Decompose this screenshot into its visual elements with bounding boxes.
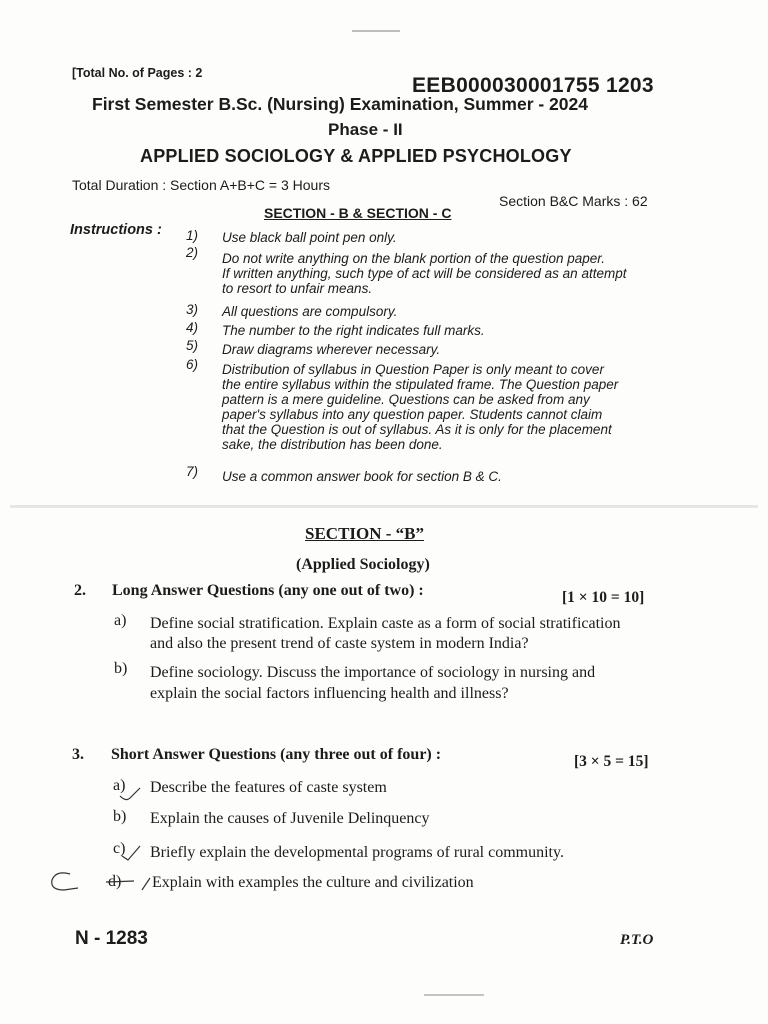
paper-code: EEB000030001755 1203	[412, 74, 654, 97]
option-text: Define sociology. Discuss the importance of sociology in nursing and	[150, 664, 596, 681]
phase: Phase - II	[328, 120, 403, 139]
instruction-text: pattern is a mere guideline. Questions can be asked from any	[222, 392, 590, 407]
question-number: 2.	[74, 582, 86, 599]
pen-circle-mark	[44, 866, 84, 896]
option-label: c)	[113, 840, 126, 857]
instruction-text: that the Question is out of syllabus. As it is only for the placement	[222, 422, 612, 437]
instruction-text: Use a common answer book for section B & C.	[222, 469, 502, 484]
instruction-num: 6)	[186, 357, 199, 372]
question-title: Short Answer Questions (any three out of four) :	[111, 746, 442, 763]
instruction-text: Draw diagrams wherever necessary.	[222, 342, 441, 357]
option-text: Explain the causes of Juvenile Delinquency	[150, 810, 430, 827]
question-marks: [1 × 10 = 10]	[562, 589, 645, 606]
option-text: and also the present trend of caste system in modern India?	[150, 635, 529, 652]
section-heading: SECTION - B & SECTION - C	[264, 205, 452, 221]
instruction-num: 7)	[186, 464, 199, 479]
option-text: Briefly explain the developmental programs of rural community.	[150, 844, 564, 861]
instruction-text: If written anything, such type of act will be considered as an attempt	[222, 266, 627, 281]
question-number: 3.	[72, 746, 84, 763]
section-b-title: SECTION - “B”	[305, 524, 425, 543]
scan-mark-bottom	[424, 994, 484, 996]
pen-tick-mark	[120, 844, 144, 864]
option-label: d)	[108, 873, 122, 890]
subject-title: APPLIED SOCIOLOGY & APPLIED PSYCHOLOGY	[140, 146, 572, 166]
option-label: b)	[114, 660, 128, 677]
page-turn-over: P.T.O	[620, 932, 654, 948]
instruction-text: Do not write anything on the blank portion of the question paper.	[222, 251, 606, 266]
instruction-text: Distribution of syllabus in Question Paper is only meant to cover	[222, 362, 604, 377]
option-text: Explain with examples the culture and civilization	[152, 874, 474, 891]
total-duration: Total Duration : Section A+B+C = 3 Hours	[72, 177, 330, 193]
instruction-text: the entire syllabus within the stipulated frame. The Question paper	[222, 377, 619, 392]
pen-strike-mark	[104, 874, 154, 894]
instruction-num: 1)	[186, 228, 199, 243]
instruction-num: 3)	[186, 302, 199, 317]
option-text: Describe the features of caste system	[150, 779, 387, 796]
pen-tick-mark	[116, 784, 144, 804]
instruction-num: 4)	[186, 320, 199, 335]
exam-title: First Semester B.Sc. (Nursing) Examination, Summer - 2024	[92, 94, 588, 114]
option-label: a)	[114, 612, 127, 629]
instruction-text: The number to the right indicates full marks.	[222, 323, 485, 338]
instruction-text: sake, the distribution has been done.	[222, 437, 443, 452]
option-label: b)	[113, 808, 127, 825]
scan-mark-top	[352, 30, 400, 32]
option-text: Define social stratification. Explain caste as a form of social stratification	[150, 615, 621, 632]
total-pages: [Total No. of Pages : 2	[72, 66, 203, 80]
question-marks: [3 × 5 = 15]	[574, 753, 649, 770]
instruction-text: to resort to unfair means.	[222, 281, 373, 296]
instruction-num: 2)	[186, 245, 199, 260]
option-text: explain the social factors influencing health and illness?	[150, 685, 509, 702]
instruction-text: Use black ball point pen only.	[222, 230, 397, 245]
section-marks: Section B&C Marks : 62	[499, 193, 648, 209]
instruction-num: 5)	[186, 338, 199, 353]
footer-paper-code: N - 1283	[75, 928, 148, 949]
option-label: a)	[113, 777, 126, 794]
instruction-text: All questions are compulsory.	[222, 304, 398, 319]
instructions-label: Instructions :	[70, 222, 162, 238]
instruction-text: paper's syllabus into any question paper. Students cannot claim	[222, 407, 603, 422]
question-title: Long Answer Questions (any one out of two) :	[112, 582, 424, 599]
scan-divider	[10, 505, 758, 508]
section-b-subtitle: (Applied Sociology)	[296, 556, 430, 573]
